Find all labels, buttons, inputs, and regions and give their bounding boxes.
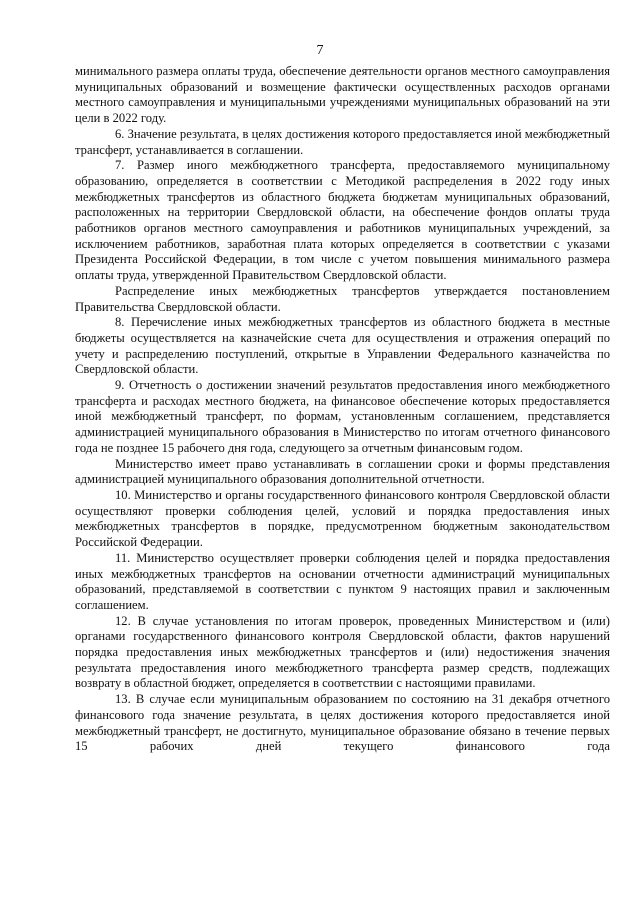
page-number: 7 <box>316 43 324 58</box>
paragraph-distribution: Распределение иных межбюджетных трансфертов утверждается постановлением Правительства Свердловской области. <box>75 283 610 314</box>
paragraph-item-8: 8. Перечисление иных межбюджетных трансфертов из областного бюджета в местные бюджеты осуществляется на казначейские счета для осуществления и отражения операций по учету и распределению поступлений, открытые в Управлении Федерального казначейства по Свердловской области. <box>75 315 610 377</box>
paragraph-item-12: 12. В случае установления по итогам проверок, проведенных Министерством и (или) органами государственного финансового контроля Свердловской области, фактов нарушений порядка предоставления иных межбюджетных трансфертов и (или) недостижения значения результата предоставления иного межбюджетного трансферта размер средств, подлежащих возврату в областной бюджет, определяется в соответствии с настоящими правилами. <box>75 613 610 691</box>
paragraph-item-9: 9. Отчетность о достижении значений результатов предоставления иного межбюджетного трансферта и расходах местного бюджета, на финансовое обеспечение которых предоставляется иной межбюджетный трансферт, по формам, установленным соглашением, представляется администрацией муниципального образования в Министерство по итогам отчетного финансового года не позднее 15 рабочего дня года, следующего за отчетным финансовым годом. <box>75 378 610 455</box>
paragraph-continuation: минимального размера оплаты труда, обеспечение деятельности органов местного самоуправления муниципальных образований и возмещение фактически осуществленных расходов органами местного самоуправления и муниципальными учреждениями муниципальных образований на эти цели в 2022 году. <box>75 64 610 126</box>
paragraph-item-11: 11. Министерство осуществляет проверки соблюдения целей и порядка предоставления иных межбюджетных трансфертов на основании отчетности администраций муниципальных образований, представляемой в соответствии с пунктом 9 настоящих правил и заключенным соглашением. <box>75 550 610 612</box>
paragraph-item-13: 13. В случае если муниципальным образованием по состоянию на 31 декабря отчетного финансового года значение результата, в целях достижения которого предоставляется иной межбюджетный трансферт, не достигнуто, муниципальное образование обязано в течение первых 15 рабочих дней текущего финансового года <box>75 692 610 754</box>
paragraph-item-7: 7. Размер иного межбюджетного трансферта, предоставляемого муниципальному образованию, определяется в соответствии с Методикой распределения в 2022 году иных межбюджетных трансфертов из областного бюджета бюджетам муниципальных образований, расположенных на территории Свердловской области, на обеспечение фондов оплаты труда работников органов местного самоуправления и работников муниципальных учреждений, за исключением работников, заработная плата которых определяется в соответствии с указами Президента Российской Федерации, в том числе с учетом повышения минимального размера оплаты труда, утвержденной Правительством Свердловской области. <box>75 158 610 283</box>
paragraph-item-10: 10. Министерство и органы государственного финансового контроля Свердловской области осуществляют проверки соблюдения целей, условий и порядка предоставления иных межбюджетных трансфертов в порядке, предусмотренном бюджетным законодательством Российской Федерации. <box>75 487 610 550</box>
document-body <box>75 64 610 755</box>
paragraph-ministry-right: Министерство имеет право устанавливать в соглашении сроки и формы представления администрацией муниципального образования дополнительной отчетности. <box>75 456 610 487</box>
paragraph-item-6: 6. Значение результата, в целях достижения которого предоставляется иной межбюджетный трансферт, устанавливается в соглашении. <box>75 126 610 157</box>
